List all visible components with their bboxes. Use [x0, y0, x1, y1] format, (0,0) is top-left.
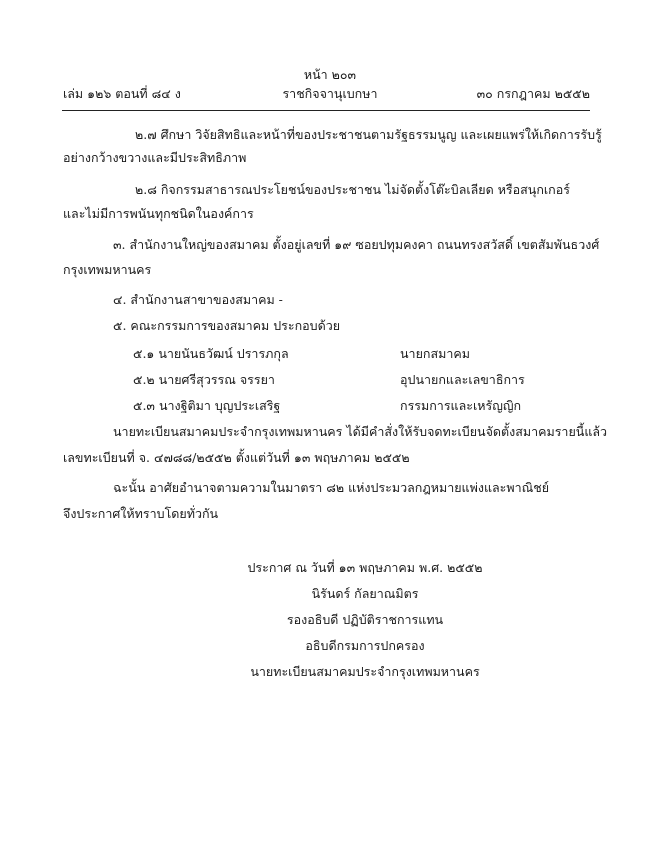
item-2-7-line2: อย่างกว้างขวางและมีประสิทธิภาพ	[63, 150, 247, 165]
item-2-7-line1: ๒.๗ ศึกษา วิจัยสิทธิและหน้าที่ของประชาชนตามรัฐธรรมนูญ และเผยแพร่ให้เกิดการรับรู้	[135, 127, 602, 142]
publication-date: ๓๐ กรกฎาคม ๒๕๕๒	[476, 86, 590, 101]
committee-member-position: นายกสมาคม	[400, 346, 470, 361]
closing-line1: ฉะนั้น อาศัยอำนาจตามความในมาตรา ๘๒ แห่งประมวลกฎหมายแพ่งและพาณิชย์	[113, 480, 550, 495]
committee-member-name: ๕.๒ นายศรีสุวรรณ จรรยา	[133, 372, 275, 387]
closing-line2: จึงประกาศให้ทราบโดยทั่วกัน	[63, 506, 219, 521]
signatory-title-1: รองอธิบดี ปฏิบัติราชการแทน	[286, 612, 444, 627]
item-5: ๕. คณะกรรมการของสมาคม ประกอบด้วย	[113, 318, 341, 333]
committee-member-position: กรรมการและเหรัญญิก	[400, 398, 522, 413]
registrar-line2: เลขทะเบียนที่ จ. ๔๗๘๘/๒๕๕๒ ตั้งแต่วันที่ ๑๓ พฤษภาคม ๒๕๕๒	[63, 450, 410, 465]
header-rule	[62, 110, 590, 111]
signatory-name: นิรันดร์ กัลยาณมิตร	[311, 586, 419, 601]
announcement-date: ประกาศ ณ วันที่ ๑๓ พฤษภาคม พ.ศ. ๒๕๕๒	[247, 560, 483, 575]
registrar-line1: นายทะเบียนสมาคมประจำกรุงเทพมหานคร ได้มีคำสั่งให้รับจดทะเบียนจัดตั้งสมาคมรายนี้แล้ว	[113, 424, 608, 439]
item-3-line1: ๓. สำนักงานใหญ่ของสมาคม ตั้งอยู่เลขที่ ๑๙ ซอยปทุมคงคา ถนนทรงสวัสดิ์ เขตสัมพันธวงศ์	[113, 237, 600, 252]
signatory-title-3: นายทะเบียนสมาคมประจำกรุงเทพมหานคร	[250, 664, 480, 679]
publication-name: ราชกิจจานุเบกษา	[282, 86, 378, 101]
item-2-8-line2: และไม่มีการพนันทุกชนิดในองค์การ	[63, 206, 254, 221]
signatory-title-2: อธิบดีกรมการปกครอง	[305, 638, 425, 653]
page-number: หน้า ๒๐๓	[303, 67, 357, 82]
item-4: ๔. สำนักงานสาขาของสมาคม -	[113, 292, 283, 307]
committee-member-name: ๕.๑ นายนันธวัฒน์ ปรารภกุล	[133, 346, 289, 361]
committee-member-position: อุปนายกและเลขาธิการ	[400, 372, 525, 387]
committee-member-name: ๕.๓ นางฐิติมา บุญประเสริฐ	[133, 398, 281, 413]
item-2-8-line1: ๒.๘ กิจกรรมสาธารณประโยชน์ของประชาชน ไม่จัดตั้งโต๊ะบิลเลียด หรือสนุกเกอร์	[135, 182, 570, 197]
volume-issue: เล่ม ๑๒๖ ตอนที่ ๘๔ ง	[63, 86, 181, 101]
item-3-line2: กรุงเทพมหานคร	[63, 262, 152, 277]
